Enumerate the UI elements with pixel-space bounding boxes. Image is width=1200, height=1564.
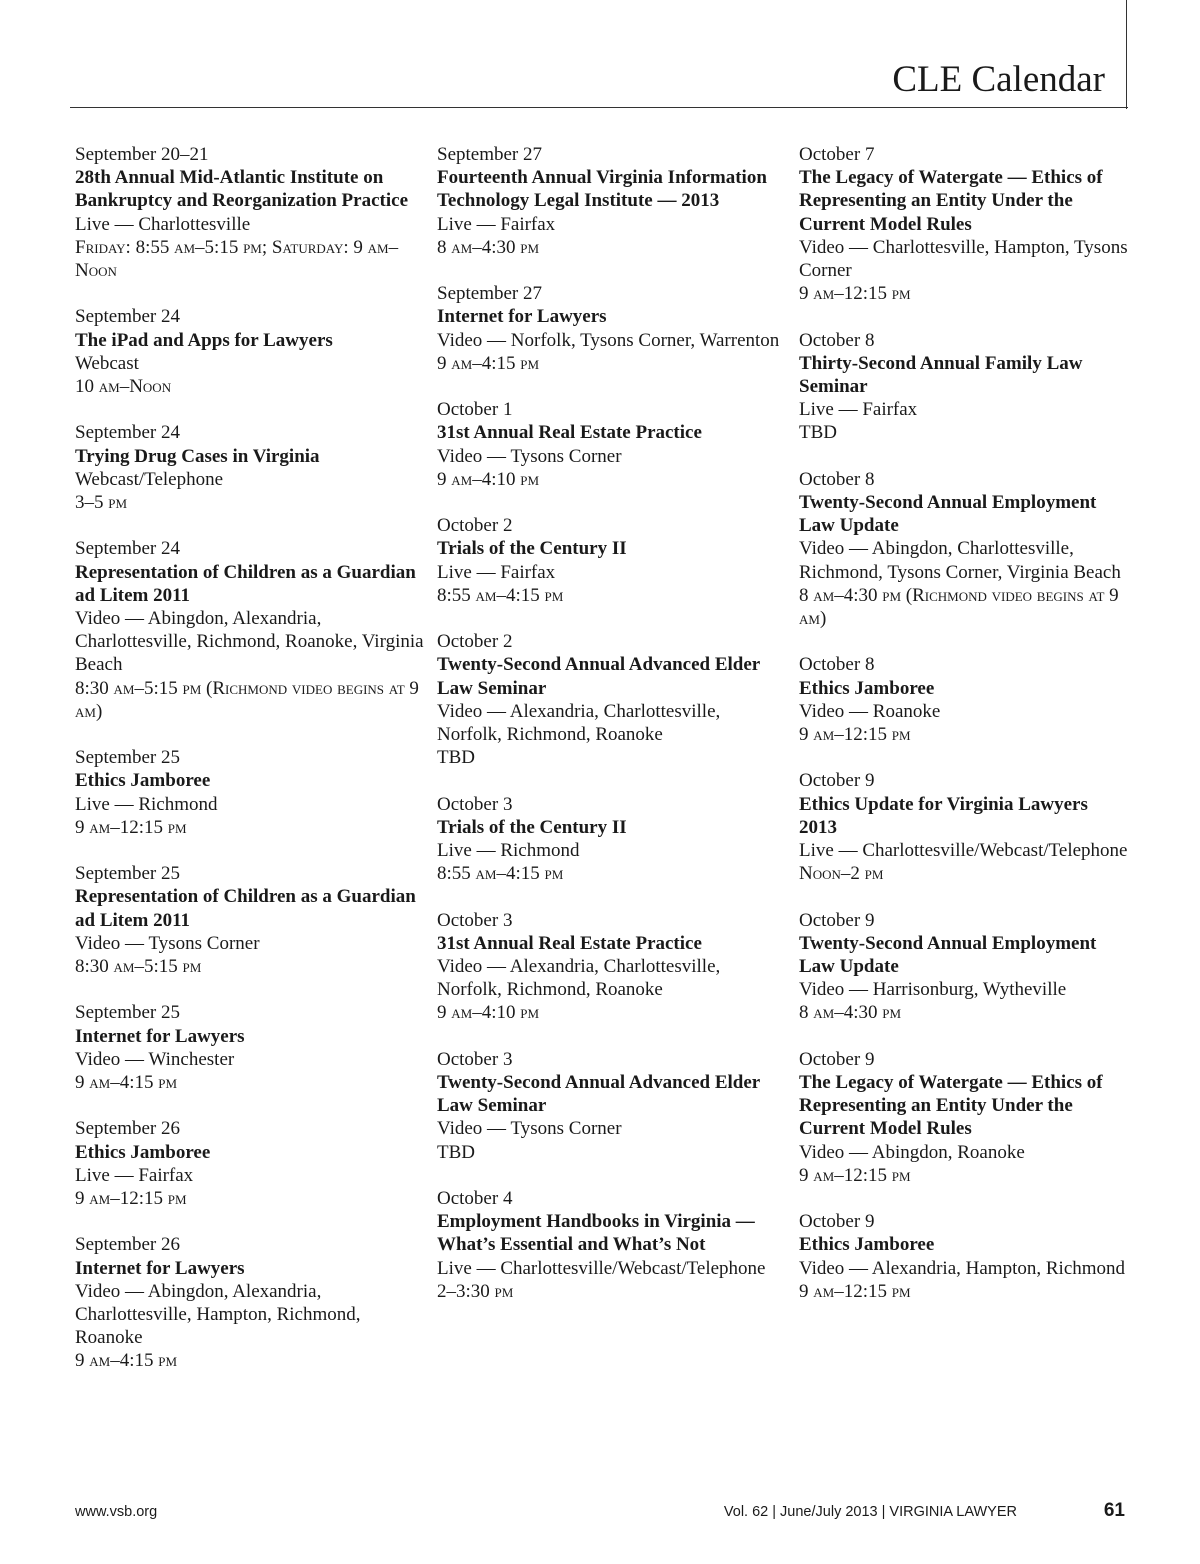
event-location: Video — Abingdon, Alexandria, Charlottesville, Richmond, Roanoke, Virginia Beach [75, 608, 424, 676]
event-title: Twenty-Second Annual Advanced Elder Law Seminar [437, 1072, 760, 1117]
event-date: October 9 [799, 770, 875, 792]
event-location: Live — Richmond [75, 793, 218, 815]
event-date: October 8 [799, 329, 875, 351]
event-title: Twenty-Second Annual Employment Law Update [799, 932, 1097, 978]
calendar-event [437, 909, 787, 1025]
event-title: Internet for Lawyers [75, 1257, 245, 1279]
event-title: Representation of Children as a Guardian ad Litem 2011 [75, 561, 416, 606]
event-date: September 27 [437, 283, 543, 305]
event-time: 9 am–12:15 pm [799, 283, 911, 305]
calendar-column-3 [799, 143, 1129, 1326]
calendar-event [437, 793, 787, 886]
calendar-event [75, 305, 425, 398]
event-location: Live — Richmond [437, 840, 580, 862]
event-time: 9 am–4:10 pm [437, 1002, 540, 1024]
event-date: September 24 [75, 538, 181, 560]
event-time: TBD [799, 422, 837, 444]
calendar-event [437, 1048, 787, 1164]
event-time: Noon–2 pm [799, 863, 884, 885]
event-location: Live — Charlottesville/Webcast/Telephone [437, 1257, 766, 1279]
calendar-event [799, 769, 1129, 885]
event-location: Webcast [75, 352, 139, 374]
event-time: 10 am–Noon [75, 376, 172, 398]
event-title: Employment Handbooks in Virginia — What’s Essential and What’s Not [437, 1211, 755, 1256]
event-title: Representation of Children as a Guardian ad Litem 2011 [75, 886, 416, 931]
event-title: Fourteenth Annual Virginia Information Technology Legal Institute — 2013 [437, 167, 767, 212]
calendar-event [437, 398, 787, 491]
calendar-event [799, 329, 1129, 445]
event-time: 8 am–4:30 pm [799, 1002, 902, 1024]
event-time: TBD [437, 747, 475, 769]
event-title: Internet for Lawyers [75, 1025, 245, 1047]
event-location: Video — Alexandria, Charlottesville, Norfolk, Richmond, Roanoke [437, 956, 721, 1001]
calendar-event [799, 653, 1129, 746]
calendar-event [75, 746, 425, 839]
event-date: September 24 [75, 306, 181, 328]
event-time: 9 am–12:15 pm [799, 1164, 911, 1186]
page-title: CLE Calendar [892, 59, 1105, 100]
event-title: Twenty-Second Annual Advanced Elder Law Seminar [437, 654, 760, 699]
event-date: October 2 [437, 515, 513, 537]
event-time: 9 am–12:15 pm [75, 1188, 187, 1210]
header-vertical-rule [1126, 0, 1127, 109]
event-title: Ethics Jamboree [75, 1141, 211, 1163]
event-date: September 25 [75, 747, 181, 769]
event-time: TBD [437, 1141, 475, 1163]
calendar-event [799, 909, 1129, 1025]
event-date: October 9 [799, 1211, 875, 1233]
event-time: 3–5 pm [75, 492, 128, 514]
event-date: September 24 [75, 422, 181, 444]
event-location: Live — Charlottesville/Webcast/Telephone [799, 840, 1128, 862]
event-title: The iPad and Apps for Lawyers [75, 329, 333, 351]
event-time: 9 am–4:15 pm [437, 352, 540, 374]
event-date: October 3 [437, 1048, 513, 1070]
event-date: September 25 [75, 1002, 181, 1024]
event-location: Video — Abingdon, Charlottesville, Richmond, Tysons Corner, Virginia Beach [799, 538, 1121, 583]
footer-website[interactable]: www.vsb.org [75, 1504, 158, 1520]
event-date: October 1 [437, 399, 513, 421]
calendar-event [437, 514, 787, 607]
calendar-column-2 [437, 143, 787, 1326]
event-date: September 26 [75, 1118, 181, 1140]
event-date: October 8 [799, 468, 875, 490]
event-location: Live — Fairfax [799, 399, 918, 421]
event-date: October 2 [437, 631, 513, 653]
event-date: September 25 [75, 863, 181, 885]
event-title: Ethics Update for Virginia Lawyers 2013 [799, 793, 1088, 838]
event-location: Video — Tysons Corner [75, 932, 260, 954]
event-date: October 4 [437, 1188, 513, 1210]
calendar-event [75, 1117, 425, 1210]
footer-issue: Vol. 62 | June/July 2013 | VIRGINIA LAWYER [723, 1504, 1017, 1520]
event-time: 9 am–4:15 pm [75, 1072, 178, 1094]
event-title: Twenty-Second Annual Employment Law Update [799, 492, 1097, 537]
calendar-column-1 [75, 143, 425, 1396]
event-date: October 3 [437, 909, 513, 931]
event-title: Trials of the Century II [437, 538, 627, 560]
event-time: 8 am–4:30 pm (Richmond video begins at 9 am) [799, 584, 1119, 630]
page-footer [75, 1500, 1125, 1524]
event-time: 8:55 am–4:15 pm [437, 584, 564, 606]
event-title: The Legacy of Watergate — Ethics of Representing an Entity Under the Current Model Rules [799, 167, 1103, 235]
event-time: 2–3:30 pm [437, 1280, 514, 1302]
calendar-event [799, 1210, 1129, 1303]
event-date: October 9 [799, 909, 875, 931]
event-title: 28th Annual Mid-Atlantic Institute on Bankruptcy and Reorganization Practice [75, 167, 409, 212]
event-location: Live — Fairfax [75, 1164, 194, 1186]
calendar-event [437, 282, 787, 375]
event-date: September 20–21 [75, 144, 209, 165]
event-date: October 3 [437, 793, 513, 815]
event-location: Video — Harrisonburg, Wytheville [799, 979, 1067, 1001]
event-title: Ethics Jamboree [799, 677, 935, 699]
calendar-event [75, 1233, 425, 1372]
event-time: 9 am–4:15 pm [75, 1350, 178, 1372]
event-title: 31st Annual Real Estate Practice [437, 932, 702, 954]
event-date: October 9 [799, 1048, 875, 1070]
event-location: Video — Abingdon, Alexandria, Charlottesville, Hampton, Richmond, Roanoke [75, 1280, 361, 1349]
calendar-event [75, 1001, 425, 1094]
event-time: 9 am–12:15 pm [799, 724, 911, 746]
header-rule [70, 107, 1128, 108]
calendar-event [799, 1048, 1129, 1187]
event-time: 8:30 am–5:15 pm (Richmond video begins at 9 am) [75, 677, 419, 722]
event-location: Video — Roanoke [799, 700, 941, 722]
event-location: Video — Winchester [75, 1048, 235, 1070]
event-date: October 8 [799, 654, 875, 676]
event-title: Thirty-Second Annual Family Law Seminar [799, 352, 1083, 398]
event-location: Video — Alexandria, Charlottesville, Norfolk, Richmond, Roanoke [437, 700, 721, 746]
calendar-event [799, 143, 1129, 305]
event-title: 31st Annual Real Estate Practice [437, 422, 702, 444]
event-title: Trials of the Century II [437, 816, 627, 838]
event-title: The Legacy of Watergate — Ethics of Representing an Entity Under the Current Model Rules [799, 1072, 1103, 1140]
event-location: Video — Tysons Corner [437, 445, 622, 467]
event-title: Trying Drug Cases in Virginia [75, 445, 320, 467]
calendar-event [437, 1187, 787, 1303]
event-time: 9 am–4:10 pm [437, 468, 540, 490]
calendar-event [75, 537, 425, 723]
page-number: 61 [1103, 1500, 1125, 1521]
calendar-event [75, 421, 425, 514]
event-title: Internet for Lawyers [437, 306, 607, 328]
event-time: 9 am–12:15 pm [799, 1280, 911, 1302]
calendar-event [75, 862, 425, 978]
event-date: October 7 [799, 144, 875, 165]
calendar-event [75, 143, 425, 282]
event-date: September 26 [75, 1234, 181, 1256]
event-time: 8:55 am–4:15 pm [437, 863, 564, 885]
event-time: Friday: 8:55 am–5:15 pm; Saturday: 9 am–Noon [75, 236, 399, 282]
event-location: Video — Charlottesville, Hampton, Tysons Corner [799, 236, 1128, 282]
event-location: Video — Norfolk, Tysons Corner, Warrenton [437, 329, 780, 351]
event-title: Ethics Jamboree [799, 1234, 935, 1256]
event-time: 8:30 am–5:15 pm [75, 956, 202, 978]
event-location: Video — Alexandria, Hampton, Richmond [799, 1257, 1126, 1279]
event-location: Video — Tysons Corner [437, 1118, 622, 1140]
event-date: September 27 [437, 144, 543, 165]
calendar-event [437, 630, 787, 769]
event-location: Live — Fairfax [437, 213, 556, 235]
calendar-event [437, 143, 787, 259]
event-location: Video — Abingdon, Roanoke [799, 1141, 1025, 1163]
event-location: Webcast/Telephone [75, 468, 224, 490]
event-location: Live — Charlottesville [75, 213, 251, 235]
event-time: 9 am–12:15 pm [75, 816, 187, 838]
event-location: Live — Fairfax [437, 561, 556, 583]
event-title: Ethics Jamboree [75, 770, 211, 792]
event-time: 8 am–4:30 pm [437, 236, 540, 258]
calendar-event [799, 468, 1129, 630]
